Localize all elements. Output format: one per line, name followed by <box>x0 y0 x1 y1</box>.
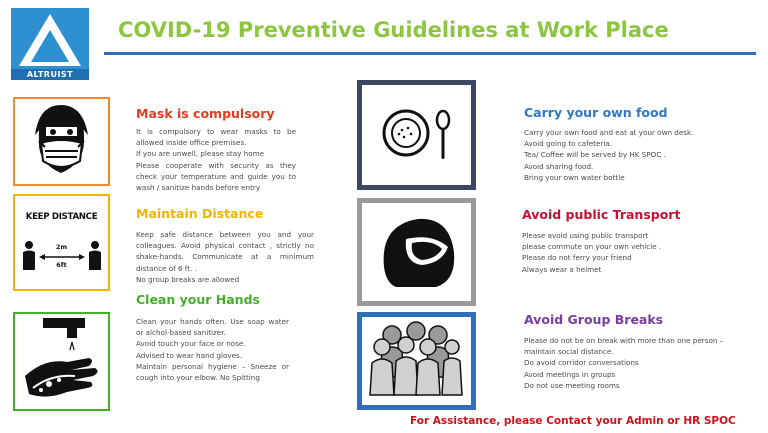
distance-icon-box <box>13 194 110 291</box>
mask-title: Mask is compulsory <box>136 106 275 121</box>
mask-line: Please cooperate with security as they check your temperature and guide you to wash / sanitize hands before entry <box>136 160 296 193</box>
group-people-icon <box>362 317 471 405</box>
hands-title: Clean your Hands <box>136 292 260 307</box>
assistance-note: For Assistance, please Contact your Admin or HR SPOC <box>410 415 736 427</box>
page-title: COVID-19 Preventive Guidelines at Work Place <box>118 18 669 42</box>
groups-line: Please do not be on break with more than one person – maintain social distance. <box>524 336 724 357</box>
distance-text <box>136 229 314 285</box>
groups-line: Do avoid corridor conversations <box>524 358 639 368</box>
logo-text: ALTRUIST <box>11 69 89 80</box>
hands-line: Avoid touch your face or nose. <box>136 339 246 349</box>
altruist-logo <box>11 8 89 80</box>
groups-title: Avoid Group Breaks <box>524 312 664 327</box>
mask-text <box>136 126 296 193</box>
hands-line: Clean your hands often. Use soap water or alchol-based sanitizer. <box>136 317 289 338</box>
distance-measure-bottom: 6ft <box>56 261 67 269</box>
food-line: Tea/ Coffee will be served by HK SPOC . <box>524 150 666 160</box>
mask-icon-box <box>13 97 110 186</box>
transport-title: Avoid public Transport <box>522 207 681 222</box>
mask-line: If you are unwell, please stay home <box>136 149 265 159</box>
transport-line: please commute on your own vehicle . <box>522 242 662 252</box>
plate-spoon-icon <box>362 85 471 185</box>
food-icon-box <box>357 80 476 190</box>
title-divider <box>104 52 756 55</box>
groups-icon-box <box>357 312 476 410</box>
distance-line: No group breaks are allowed <box>136 274 240 284</box>
groups-text <box>524 335 724 391</box>
hands-line: Advised to wear hand gloves. <box>136 350 243 360</box>
transport-line: Please do not ferry your friend <box>522 253 632 263</box>
face-mask-icon <box>15 99 108 184</box>
distance-title: Maintain Distance <box>136 206 264 221</box>
transport-text <box>522 230 702 275</box>
hands-icon-box <box>13 312 110 411</box>
wash-hands-icon <box>15 314 108 409</box>
groups-line: Avoid meetings in groups <box>524 369 616 379</box>
hands-text <box>136 316 289 383</box>
transport-icon-box <box>357 198 476 306</box>
transport-line: Always wear a helmet <box>522 264 602 274</box>
food-text <box>524 127 699 183</box>
hands-line: Maintain personal hygiene – Sneeze or cough into your elbow. No Spitting <box>136 361 289 383</box>
food-title: Carry your own food <box>524 105 668 120</box>
distance-line: Keep safe distance between you and your colleagues. Avoid physical contact , strictly no shake-hands. Communicate at a minimum distance of 6 ft. . <box>136 230 314 273</box>
food-line: Carry your own food and eat at your own desk. Avoid going to cafeteria. <box>524 128 694 149</box>
distance-measure-top: 2m <box>55 243 68 251</box>
food-line: Bring your own water bottle <box>524 172 625 182</box>
helmet-icon <box>362 203 471 301</box>
groups-line: Do not use meeting rooms <box>524 380 620 390</box>
mask-line: It is compulsory to wear masks to be allowed inside office premises. <box>136 127 296 148</box>
keep-distance-label: KEEP DISTANCE <box>25 212 98 222</box>
transport-line: Please avoid using public transport <box>522 231 649 240</box>
food-line: Avoid sharing food. <box>524 161 594 171</box>
